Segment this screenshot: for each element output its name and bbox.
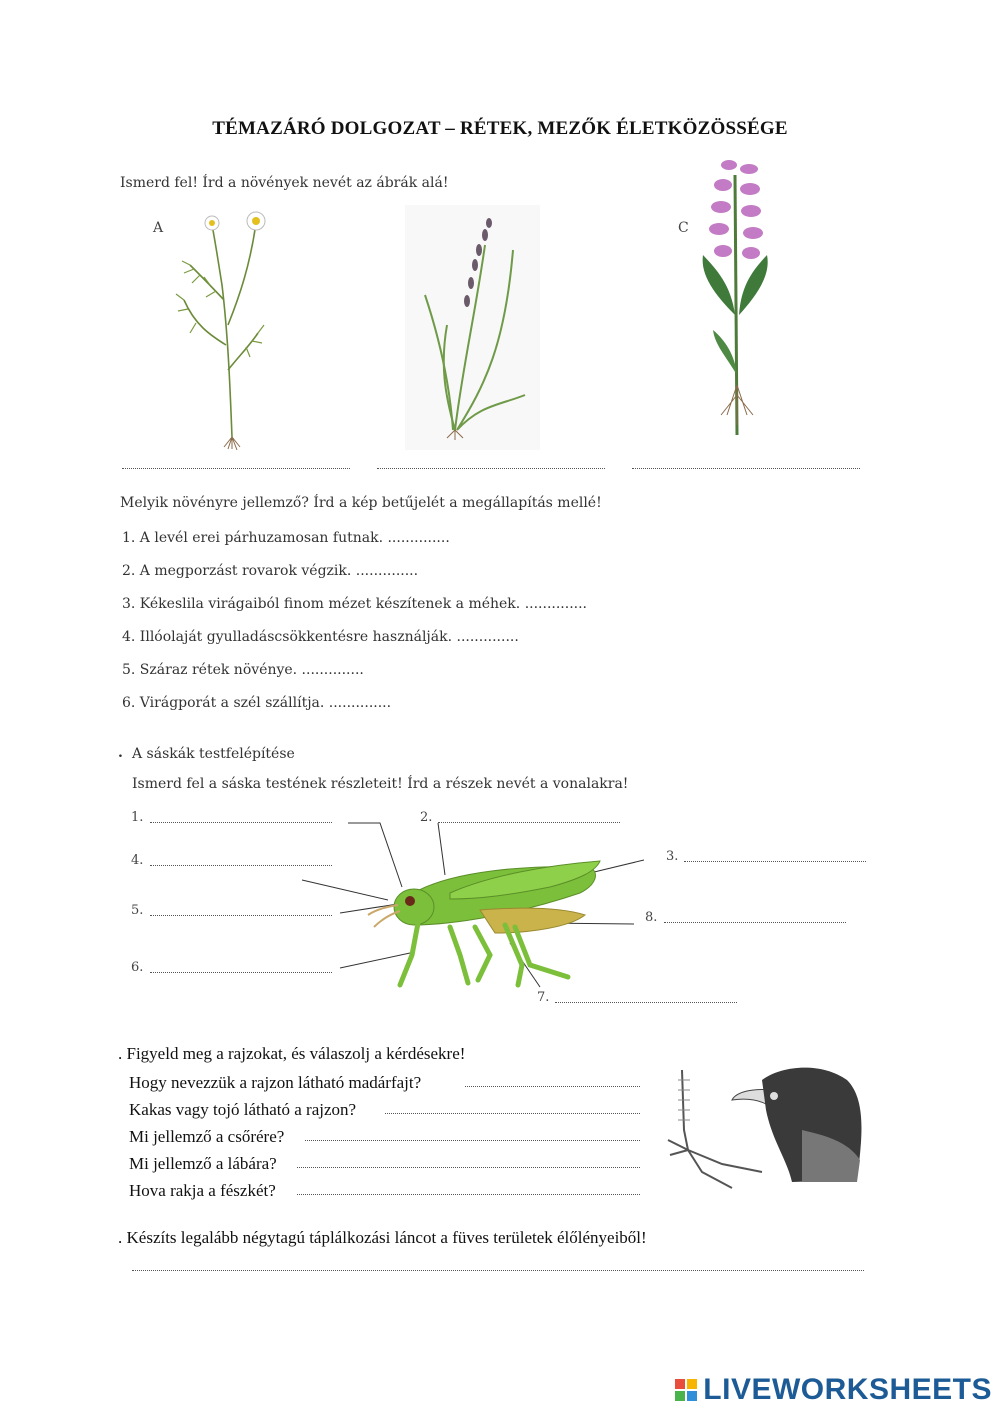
part-8-answer-line[interactable] [664, 922, 846, 923]
bird-question-5: Hova rakja a fészkét? [129, 1181, 276, 1200]
grasshopper-illustration [300, 815, 640, 1000]
statement-3: 3. Kékeslila virágaiból finom mézet készítenek a méhek. .............. [122, 596, 587, 612]
chamomile-illustration [170, 205, 280, 450]
grasshopper-bullet: . [118, 745, 123, 761]
food-chain-answer-line[interactable] [132, 1270, 864, 1271]
bird-question-4: Mi jellemző a lábára? [129, 1154, 277, 1173]
statement-6: 6. Virágporát a szél szállítja. .............. [122, 695, 392, 711]
part-label-8: 8. [645, 910, 658, 925]
plant-label-c: C [678, 220, 689, 236]
part-7-answer-line[interactable] [555, 1002, 737, 1003]
bird-answer-2[interactable] [385, 1113, 640, 1114]
statement-4: 4. Illóolaját gyulladáscsökkentésre használják. .............. [122, 629, 519, 645]
bird-answer-4[interactable] [297, 1167, 640, 1168]
part-3-answer-line[interactable] [684, 861, 866, 862]
statement-5: 5. Száraz rétek növénye. .............. [122, 662, 364, 678]
pheasant-illustration [662, 1060, 872, 1195]
part-label-3: 3. [666, 849, 679, 864]
plant-c-answer-line[interactable] [632, 468, 860, 469]
part-label-7: 7. [537, 990, 550, 1005]
statement-1: 1. A levél erei párhuzamosan futnak. .............. [122, 530, 450, 546]
liveworksheets-watermark [675, 1373, 992, 1407]
statement-2: 2. A megporzást rovarok végzik. .............. [122, 563, 419, 579]
plant-a-answer-line[interactable] [122, 468, 350, 469]
plant-label-a: A [153, 220, 164, 236]
bird-answer-1[interactable] [465, 1086, 640, 1087]
food-chain-heading: . Készíts legalább négytagú táplálkozási láncot a füves területek élőlényeiből! [118, 1228, 647, 1247]
part-label-4: 4. [131, 853, 144, 868]
bird-question-2: Kakas vagy tojó látható a rajzon? [129, 1100, 357, 1119]
plant-b-answer-line[interactable] [377, 468, 605, 469]
statements-instruction: Melyik növényre jellemző? Írd a kép betűjelét a megállapítás mellé! [120, 495, 602, 511]
sage-illustration [695, 155, 785, 450]
plant-instruction: Ismerd fel! Írd a növények nevét az ábrák alá! [120, 175, 449, 191]
part-label-2: 2. [420, 810, 433, 825]
part-label-5: 5. [131, 903, 144, 918]
part-label-1: 1. [131, 810, 144, 825]
part-label-6: 6. [131, 960, 144, 975]
page-title: TÉMAZÁRÓ DOLGOZAT – RÉTEK, MEZŐK ÉLETKÖZÖSSÉGE [212, 118, 788, 139]
bird-heading: . Figyeld meg a rajzokat, és válaszolj a kérdésekre! [118, 1044, 466, 1063]
bird-question-1: Hogy nevezzük a rajzon látható madárfajt? [129, 1073, 422, 1092]
grasshopper-instruction: Ismerd fel a sáska testének részleteit! Írd a részek nevét a vonalakra! [132, 776, 629, 792]
liveworksheets-logo-icon [675, 1379, 697, 1401]
grasshopper-heading: A sáskák testfelépítése [132, 746, 295, 762]
grass-illustration [405, 205, 540, 450]
bird-answer-3[interactable] [305, 1140, 640, 1141]
bird-answer-5[interactable] [297, 1194, 640, 1195]
bird-question-3: Mi jellemző a csőrére? [129, 1127, 285, 1146]
watermark-text: LIVEWORKSHEETS [703, 1373, 992, 1406]
